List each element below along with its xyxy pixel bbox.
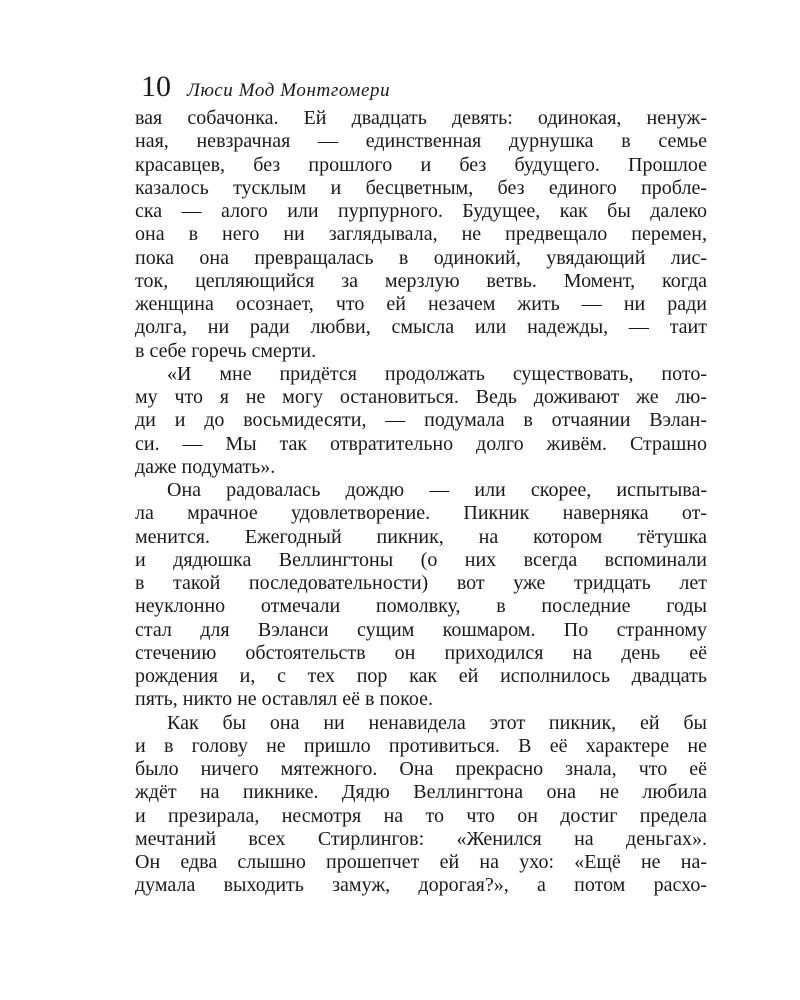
text-line: му что я не могу остановиться. Ведь доживают же лю- (135, 386, 707, 408)
text-line: стечению обстоятельств он приходился на день её (135, 641, 707, 664)
text-line: женщина осознает, что ей незачем жить — ни ради (135, 293, 707, 315)
text-line: рождения и, с тех пор как ей исполнилось двадцать (135, 665, 707, 687)
text-line: ток, цепляющийся за мерзлую ветвь. Момент, когда (135, 269, 707, 292)
text-line: думала выходить замуж, дорогая?», а потом расхо- (135, 874, 707, 897)
text-line: Он едва слышно прошепчет ей на ухо: «Ещё не на- (135, 851, 707, 873)
text-line: неуклонно отмечали помолвку, в последние годы (135, 595, 707, 618)
text-line: пока она превращалась в одинокий, увядающий лис- (135, 246, 707, 269)
text-line: менится. Ежегодный пикник, на котором тётушка (135, 525, 707, 548)
text-line: долга, ни ради любви, смысла или надежды, — таит (135, 316, 707, 339)
text-line: ждёт на пикнике. Дядю Веллингтона она не любила (135, 781, 707, 804)
text-line: мечтаний всех Стирлингов: «Женился на деньгах». (135, 827, 707, 850)
text-line: было ничего мятежного. Она прекрасно знала, что её (135, 758, 707, 780)
text-line: и презирала, несмотря на то что он достиг предела (135, 804, 707, 827)
paragraph-start-line: Как бы она ни ненавидела этот пикник, ей бы (167, 711, 707, 734)
paragraph-end-line: пять, никто не оставлял её в покое. (135, 688, 433, 711)
text-line: вая собачонка. Ей двадцать девять: одинокая, ненуж- (135, 107, 707, 129)
running-head (141, 70, 390, 104)
running-head-author: Люси Мод Монтгомери (187, 80, 391, 101)
paragraph-start-line: Она радовалась дождю — или скорее, испытыва- (167, 479, 707, 501)
text-line: ла мрачное удовлетворение. Пикник наверняка от- (135, 502, 707, 525)
paragraph-end-line: даже подумать». (135, 455, 276, 478)
page-number: 10 (141, 70, 171, 103)
text-line: красавцев, без прошлого и без будущего. Прошлое (135, 153, 707, 176)
paragraph-end-line: в себе горечь смерти. (135, 339, 317, 362)
text-line: ди и до восьмидесяти, — подумала в отчаянии Вэлан- (135, 409, 707, 432)
text-line: ная, невзрачная — единственная дурнушка в семье (135, 130, 707, 153)
text-line: ска — алого или пурпурного. Будущее, как бы далеко (135, 200, 707, 222)
text-line: казалось тусклым и бесцветным, без единого пробле- (135, 176, 707, 199)
text-line: она в него ни заглядывала, не предвещало перемен, (135, 223, 707, 246)
paragraph-start-line: «И мне придётся продолжать существовать, пото- (167, 362, 707, 385)
body-text (135, 107, 707, 898)
text-line: си. — Мы так отвратительно долго живём. Страшно (135, 432, 707, 455)
text-line: и в голову не пришло противиться. В её характере не (135, 734, 707, 757)
text-line: стал для Вэланси сущим кошмаром. По странному (135, 618, 707, 641)
text-line: в такой последовательности) вот уже тридцать лет (135, 572, 707, 594)
text-line: и дядюшка Веллингтоны (о них всегда вспоминали (135, 548, 707, 571)
